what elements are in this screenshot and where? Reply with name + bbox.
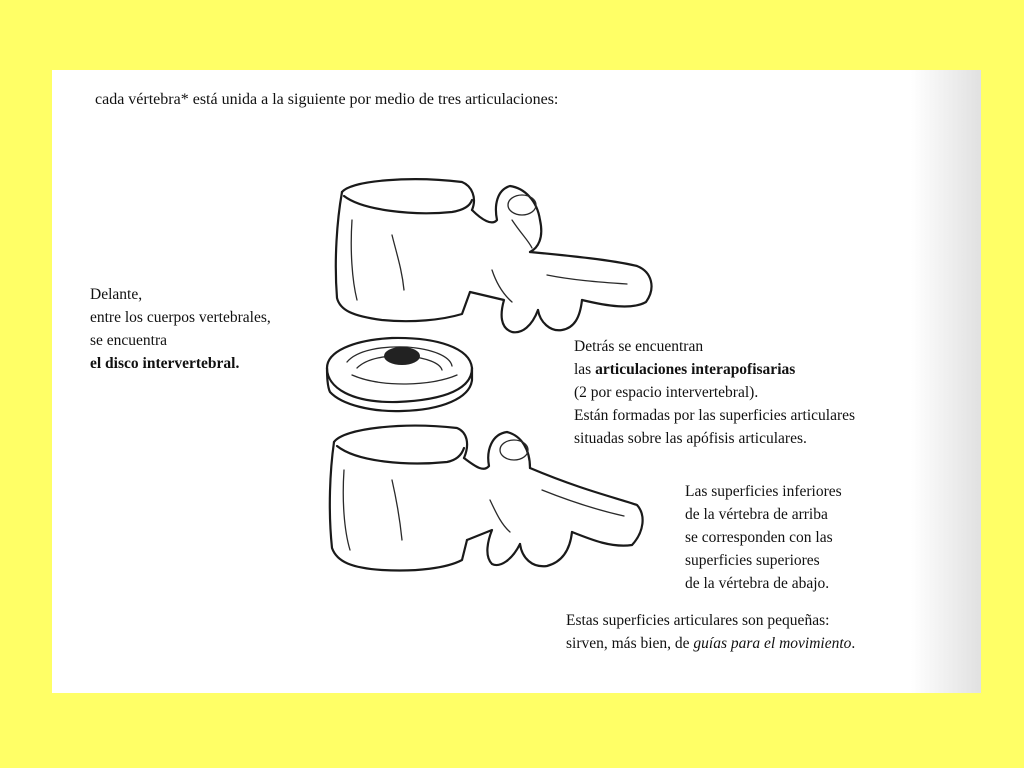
inferior-label-line: de la vértebra de abajo.	[685, 575, 830, 592]
back-label-line: Detrás se encuentran	[574, 338, 704, 355]
upper-vertebra	[336, 179, 652, 332]
inferior-label-line: Las superficies inferiores	[685, 483, 842, 500]
note-text	[566, 609, 855, 655]
intervertebral-disc	[327, 338, 472, 411]
note-suffix: .	[851, 635, 856, 652]
note-prefix: sirven, más bien, de	[566, 635, 694, 652]
note-line: Estas superficies articulares son pequeñas:	[566, 612, 830, 629]
disc-label: el disco intervertebral.	[90, 355, 240, 372]
back-label-line: Están formadas por las superficies articulares	[574, 407, 856, 424]
front-label-line: se encuentra	[90, 332, 168, 349]
front-label-line: entre los cuerpos vertebrales,	[90, 309, 271, 326]
back-label-line: situadas sobre las apófisis articulares.	[574, 430, 807, 447]
back-label	[574, 335, 855, 450]
inferior-label-line: de la vértebra de arriba	[685, 506, 828, 523]
page-scan	[52, 70, 981, 693]
movement-guides-text: guías para el movimiento	[693, 635, 852, 652]
front-label-line: Delante,	[90, 286, 143, 303]
back-label-line	[574, 358, 855, 381]
back-label-prefix: las	[574, 361, 596, 378]
note-line	[566, 632, 855, 655]
back-label-line: (2 por espacio intervertebral).	[574, 384, 759, 401]
inferior-label-line: se corresponden con las	[685, 529, 833, 546]
front-label	[90, 283, 271, 375]
heading-text: cada vértebra* está unida a la siguiente por medio de tres articulaciones:	[95, 91, 559, 108]
facet-joints-label: articulaciones interapofisarias	[595, 361, 796, 378]
inferior-label-line: superficies superiores	[685, 552, 820, 569]
inferior-label	[685, 480, 842, 595]
